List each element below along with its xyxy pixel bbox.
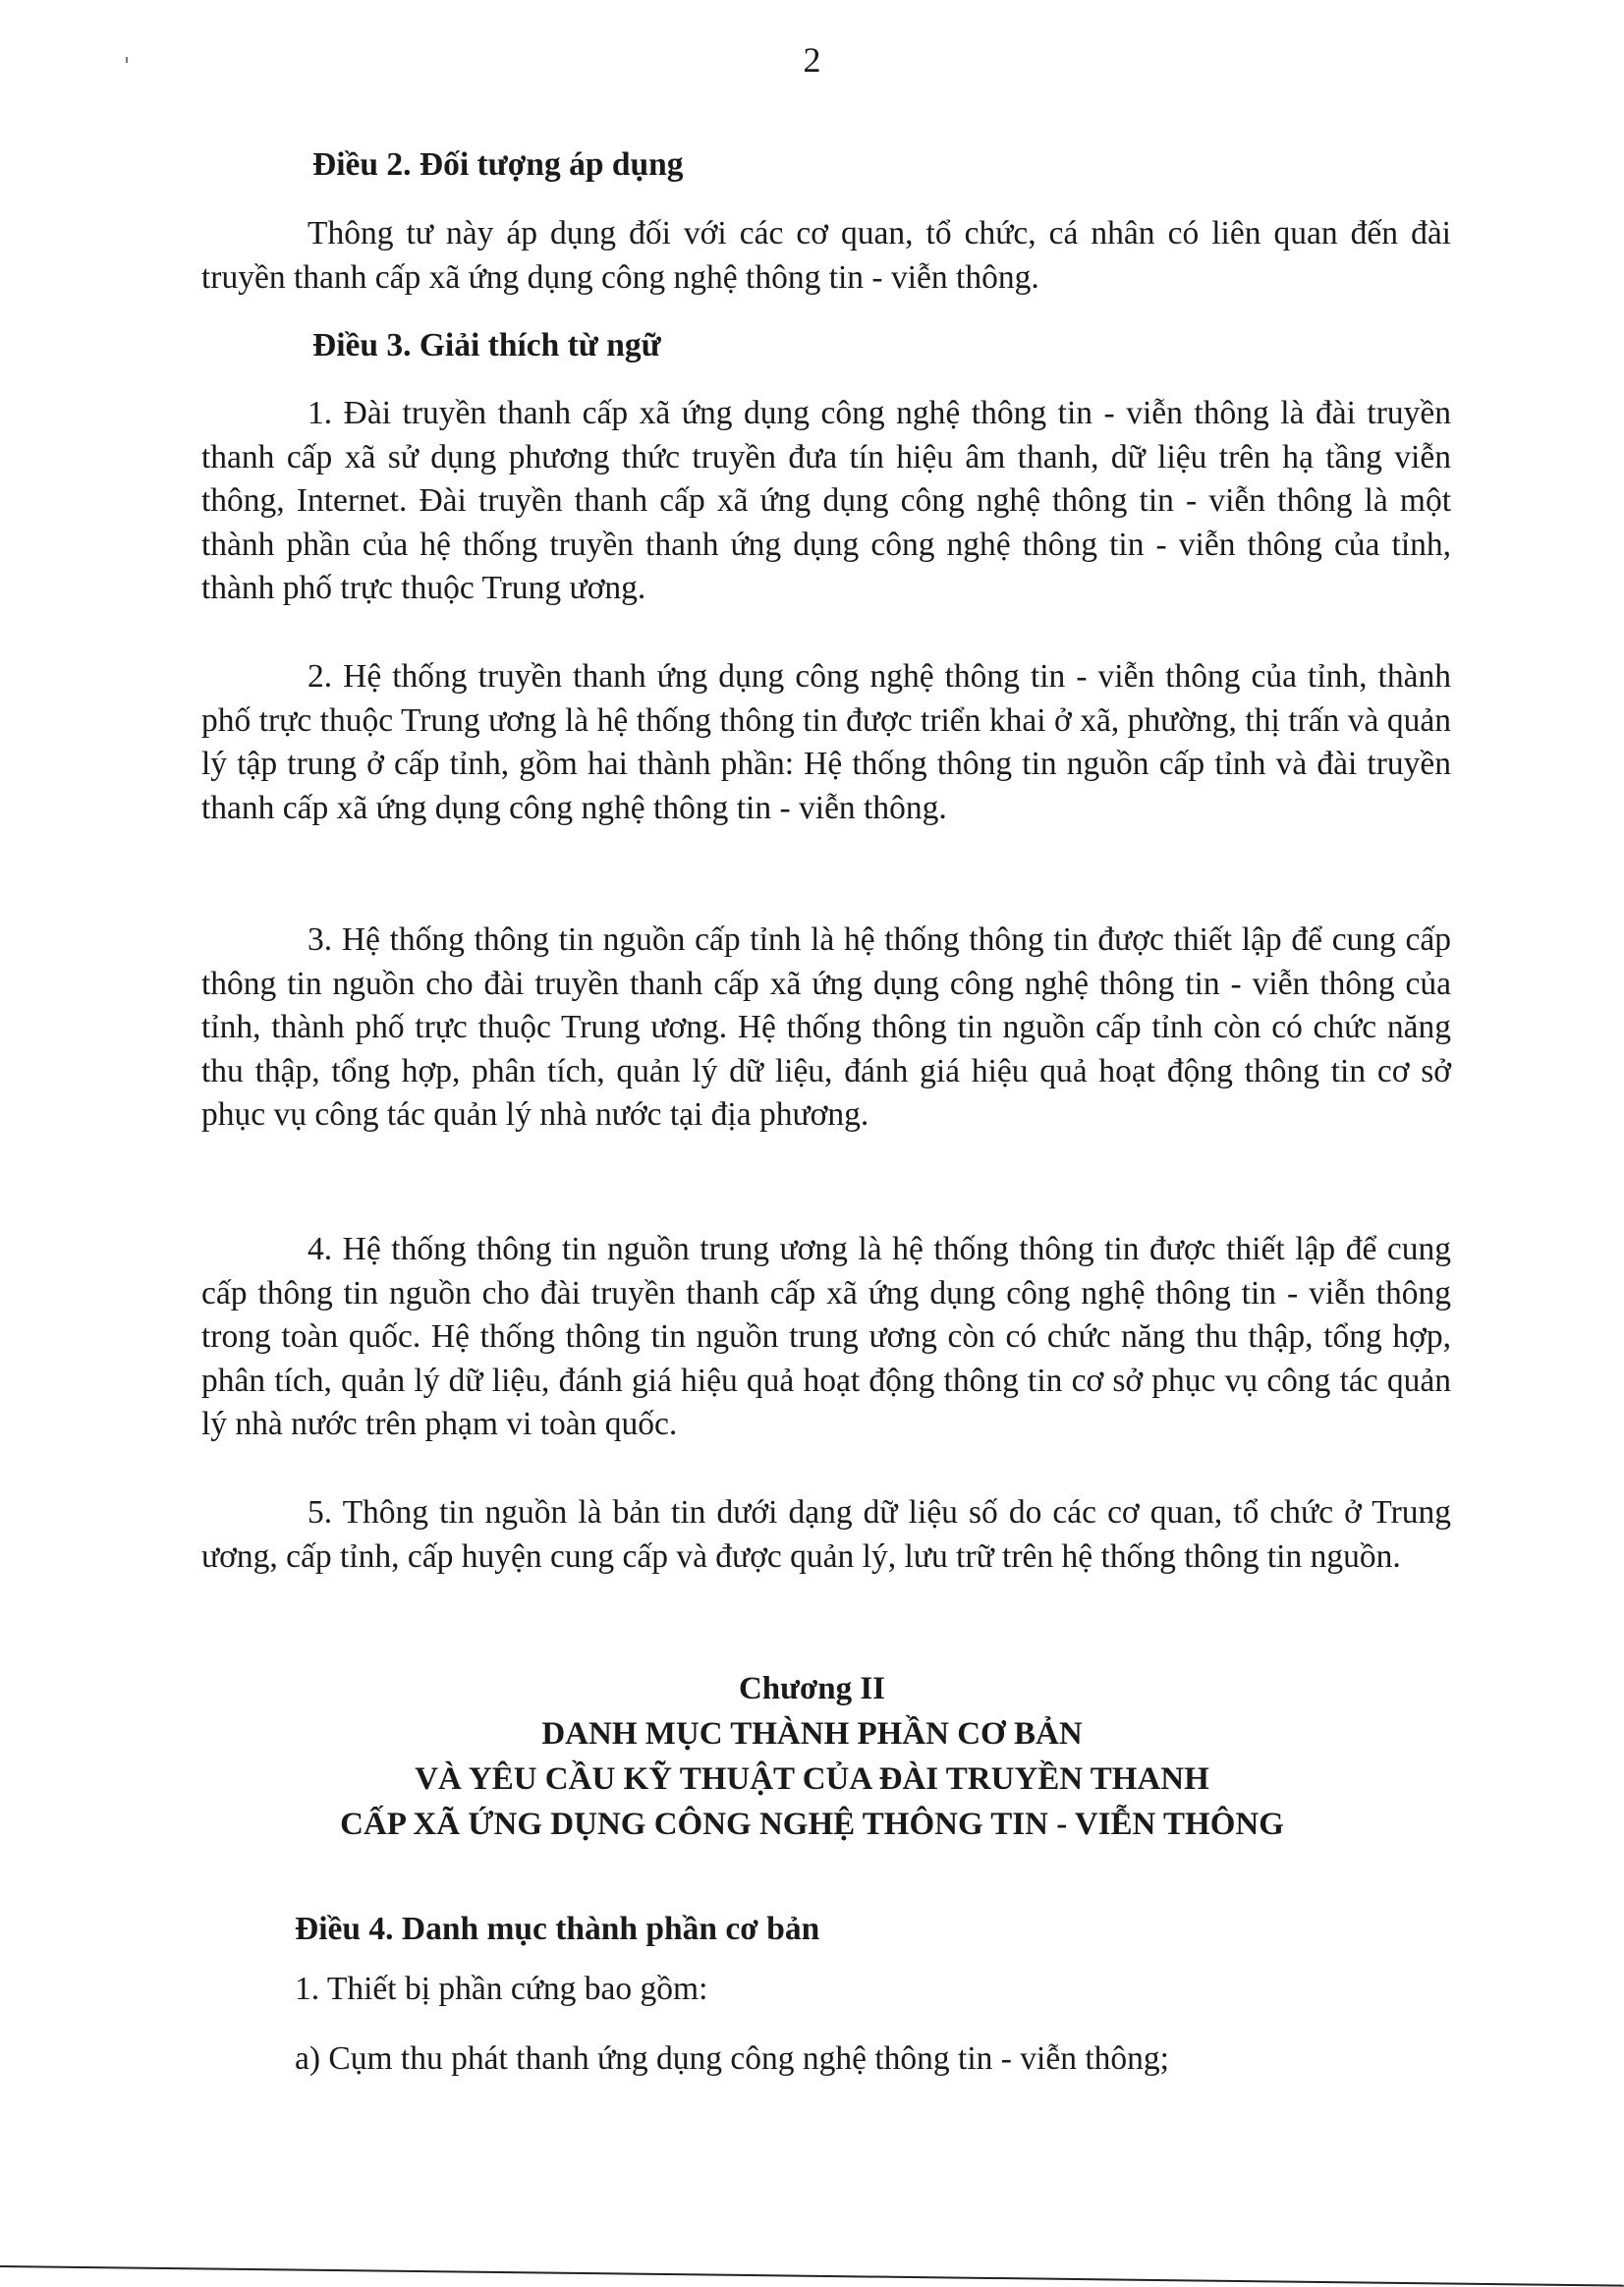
article-3-item-3: 3. Hệ thống thông tin nguồn cấp tỉnh là hệ thống thông tin được thiết lập để cung cấp thông tin nguồn cho đài truyền thanh cấp xã ứng dụng công nghệ thông tin - viễn thông của tỉnh, thành phố trực thuộc Trung ương. Hệ thống thông tin nguồn cấp tỉnh còn có chức năng thu thập, tổng hợp, phân tích, quản lý dữ liệu, đánh giá hiệu quả hoạt động thông tin cơ sở phục vụ công tác quản lý nhà nước tại địa phương. xyxy=(201,921,1451,1133)
chapter-title-line-3: CẤP XÃ ỨNG DỤNG CÔNG NGHỆ THÔNG TIN - VIỄN THÔNG xyxy=(340,1807,1284,1842)
article-3-item-4: 4. Hệ thống thông tin nguồn trung ương là hệ thống thông tin được thiết lập để cung cấp thông tin nguồn cho đài truyền thanh cấp xã ứng dụng công nghệ thông tin - viễn thông trong toàn quốc. Hệ thống thông tin nguồn trung ương còn có chức năng thu thập, tổng hợp, phân tích, quản lý dữ liệu, đánh giá hiệu quả hoạt động thông tin cơ sở phục vụ công tác quản lý nhà nước trên phạm vi toàn quốc. xyxy=(201,1231,1451,1442)
article-4-heading: Điều 4. Danh mục thành phần cơ bản xyxy=(295,1911,820,1947)
article-4-item-1: 1. Thiết bị phần cứng bao gồm: xyxy=(295,1971,708,2007)
article-3-heading: Điều 3. Giải thích từ ngữ xyxy=(312,327,661,363)
chapter-label: Chương II xyxy=(738,1671,886,1706)
article-3-item-2: 2. Hệ thống truyền thanh ứng dụng công nghệ thông tin - viễn thông của tỉnh, thành phố trực thuộc Trung ương là hệ thống thông tin được triển khai ở xã, phường, thị trấn và quản lý tập trung ở cấp tỉnh, gồm hai thành phần: Hệ thống thông tin nguồn cấp tỉnh và đài truyền thanh cấp xã ứng dụng công nghệ thông tin - viễn thông. xyxy=(201,658,1451,826)
chapter-heading xyxy=(0,1666,1624,1847)
article-3-item-5: 5. Thông tin nguồn là bản tin dưới dạng dữ liệu số do các cơ quan, tổ chức ở Trung ương, cấp tỉnh, cấp huyện cung cấp và được quản lý, lưu trữ trên hệ thống thông tin nguồn. xyxy=(201,1494,1451,1575)
article-4-item-1a: a) Cụm thu phát thanh ứng dụng công nghệ thông tin - viễn thông; xyxy=(295,2040,1169,2077)
article-2-text: Thông tư này áp dụng đối với các cơ quan, tổ chức, cá nhân có liên quan đến đài truyền thanh cấp xã ứng dụng công nghệ thông tin - viễn thông. xyxy=(201,215,1451,296)
page-number: 2 xyxy=(803,40,821,80)
article-2-heading: Điều 2. Đối tượng áp dụng xyxy=(312,146,684,183)
article-3-item-1: 1. Đài truyền thanh cấp xã ứng dụng công nghệ thông tin - viễn thông là đài truyền thanh cấp xã sử dụng phương thức truyền đưa tín hiệu âm thanh, dữ liệu trên hạ tầng viễn thông, Internet. Đài truyền thanh cấp xã ứng dụng công nghệ thông tin - viễn thông là một thành phần của hệ thống truyền thanh ứng dụng công nghệ thông tin - viễn thông của tỉnh, thành phố trực thuộc Trung ương. xyxy=(201,395,1451,606)
chapter-title-line-1: DANH MỤC THÀNH PHẦN CƠ BẢN xyxy=(541,1716,1083,1752)
scan-bottom-edge xyxy=(0,2265,1624,2287)
chapter-title-line-2: VÀ YÊU CẦU KỸ THUẬT CỦA ĐÀI TRUYỀN THANH xyxy=(415,1761,1209,1797)
